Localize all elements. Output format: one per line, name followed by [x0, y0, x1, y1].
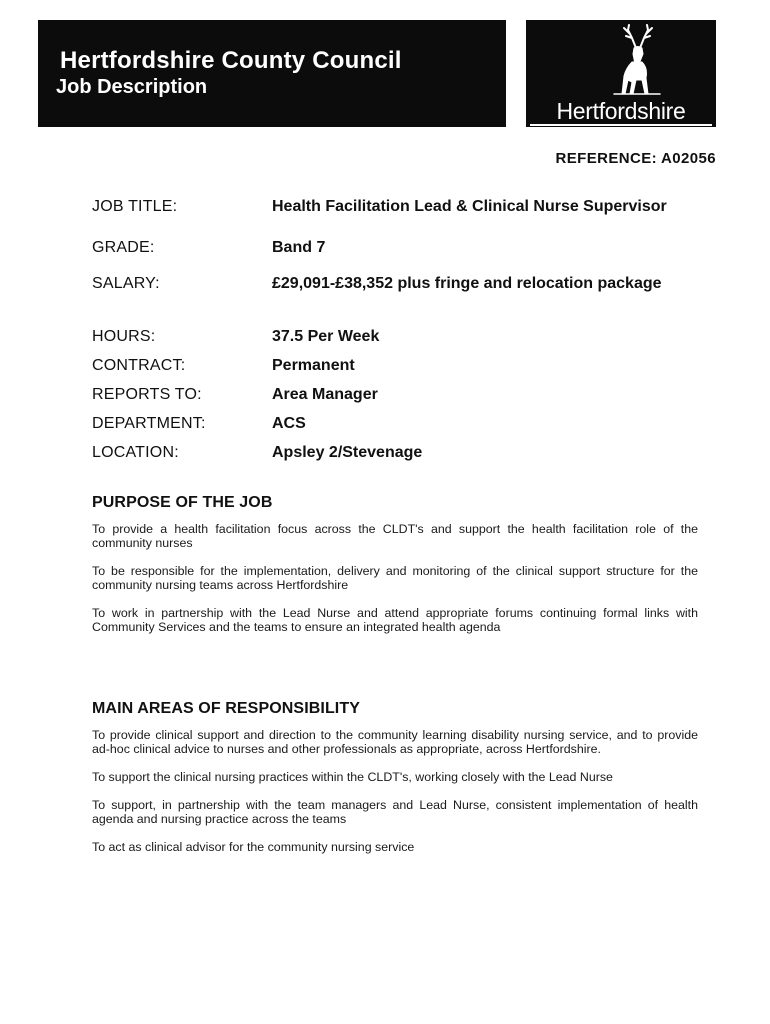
field-value: Apsley 2/Stevenage [272, 444, 423, 461]
document-type: Job Description [56, 76, 208, 98]
field-grade [92, 239, 678, 269]
council-name: Hertfordshire County Council [60, 47, 402, 74]
field-value: ACS [272, 415, 306, 432]
field-label: JOB TITLE: [92, 198, 178, 215]
field-value: Band 7 [272, 239, 326, 256]
field-label: DEPARTMENT: [92, 415, 206, 432]
logo-wordmark: Hertfordshire [556, 98, 686, 124]
field-label: SALARY: [92, 275, 160, 292]
field-value: £29,091-£38,352 plus fringe and relocation package [272, 275, 662, 292]
paragraph: To provide clinical support and direction to the community learning disability nursing service, and to provide ad-hoc clinical advice to nurses and other professionals as appropriate, across Hertfordshire. [92, 728, 698, 756]
field-value: Permanent [272, 357, 355, 374]
field-contract [92, 357, 678, 386]
paragraph: To support, in partnership with the team managers and Lead Nurse, consistent implementation of health agenda and nursing practice across the teams [92, 798, 698, 826]
field-job-title [92, 198, 678, 239]
field-label: GRADE: [92, 239, 155, 256]
purpose-section [92, 494, 698, 648]
field-label: REPORTS TO: [92, 386, 202, 403]
section-heading: MAIN AREAS OF RESPONSIBILITY [92, 700, 361, 717]
paragraph: To support the clinical nursing practices within the CLDT's, working closely with the Lead Nurse [92, 770, 613, 784]
field-salary [92, 269, 678, 328]
field-label: CONTRACT: [92, 357, 186, 374]
field-value: Health Facilitation Lead & Clinical Nurse Supervisor [272, 198, 667, 215]
field-department [92, 415, 678, 444]
reference-number: REFERENCE: A02056 [555, 150, 716, 167]
field-value: Area Manager [272, 386, 378, 403]
field-label: LOCATION: [92, 444, 179, 461]
logo-underline [530, 124, 712, 126]
paragraph: To be responsible for the implementation, delivery and monitoring of the clinical support structure for the community nursing teams across Hertfordshire [92, 564, 698, 592]
field-reports-to [92, 386, 678, 415]
header-banner [38, 20, 506, 127]
paragraph: To act as clinical advisor for the community nursing service [92, 840, 415, 854]
field-hours [92, 328, 678, 357]
responsibilities-section [92, 700, 698, 868]
paragraph: To work in partnership with the Lead Nurse and attend appropriate forums continuing formal links with Community Services and the teams to ensure an integrated health agenda [92, 606, 698, 634]
field-value: 37.5 Per Week [272, 328, 380, 345]
field-location [92, 444, 678, 473]
field-label: HOURS: [92, 328, 156, 345]
paragraph: To provide a health facilitation focus across the CLDT's and support the health facilitation role of the community nurses [92, 522, 698, 550]
hertfordshire-logo [526, 20, 716, 127]
stag-icon [602, 24, 672, 96]
section-heading: PURPOSE OF THE JOB [92, 494, 273, 511]
job-details [92, 198, 678, 473]
